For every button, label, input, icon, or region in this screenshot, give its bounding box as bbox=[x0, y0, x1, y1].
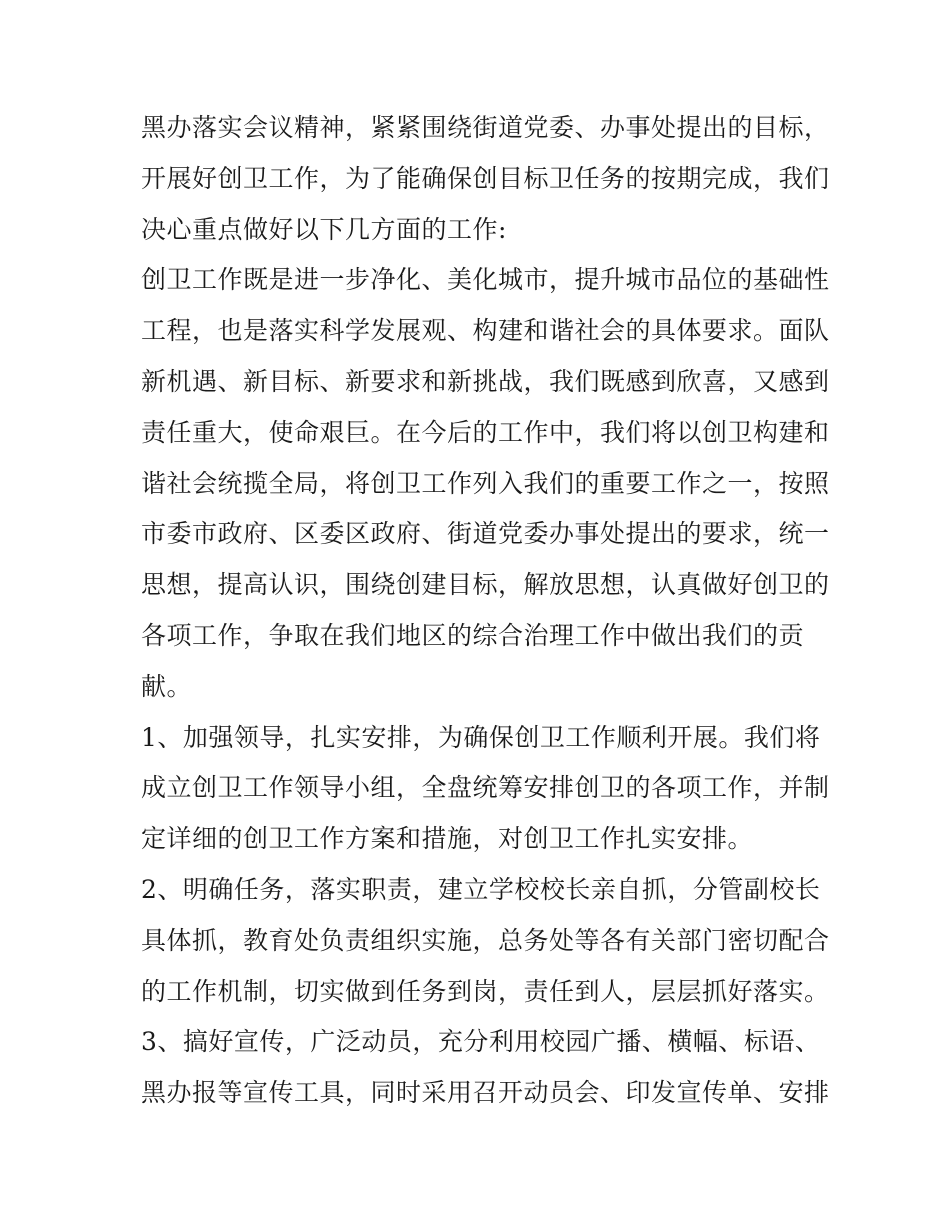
text-line: 市委市政府、区委区政府、街道党委办事处提出的要求，统一 bbox=[141, 519, 830, 549]
text-line: 2、明确任务，落实职责，建立学校校长亲自抓，分管副校长 bbox=[141, 874, 821, 904]
text-line: 成立创卫工作领导小组，全盘统筹安排创卫的各项工作，并制 bbox=[141, 773, 830, 803]
text-line: 工程，也是落实科学发展观、构建和谐社会的具体要求。面队 bbox=[141, 316, 830, 346]
text-line: 谐社会统揽全局，将创卫工作列入我们的重要工作之一，按照 bbox=[141, 468, 830, 498]
text-line: 决心重点做好以下几方面的工作: bbox=[141, 214, 507, 244]
text-line: 1、加强领导，扎实安排，为确保创卫工作顺利开展。我们将 bbox=[141, 722, 821, 752]
text-line: 开展好创卫工作，为了能确保创目标卫任务的按期完成，我们 bbox=[141, 163, 830, 193]
text-line: 各项工作，争取在我们地区的综合治理工作中做出我们的贡 bbox=[141, 620, 805, 650]
text-line: 创卫工作既是进一步净化、美化城市，提升城市品位的基础性 bbox=[141, 265, 830, 295]
body-text bbox=[141, 103, 830, 1119]
text-line: 献。 bbox=[141, 671, 193, 701]
text-line: 定详细的创卫工作方案和措施，对创卫工作扎实安排。 bbox=[141, 824, 754, 854]
text-line: 黑办落实会议精神，紧紧围绕街道党委、办事处提出的目标， bbox=[141, 113, 830, 142]
text-line: 新机遇、新目标、新要求和新挑战，我们既感到欣喜，又感到 bbox=[141, 366, 830, 396]
text-line: 思想，提高认识，围绕创建目标，解放思想，认真做好创卫的 bbox=[141, 570, 830, 600]
text-line: 3、搞好宣传，广泛动员，充分利用校园广播、横幅、标语、 bbox=[141, 1027, 821, 1057]
text-line: 黑办报等宣传工具，同时采用召开动员会、印发宣传单、安排 bbox=[141, 1078, 830, 1108]
text-line: 具体抓，教育处负责组织实施，总务处等各有关部门密切配合 bbox=[141, 925, 830, 955]
text-line: 责任重大，使命艰巨。在今后的工作中，我们将以创卫构建和 bbox=[141, 417, 830, 447]
text-line: 的工作机制，切实做到任务到岗，责任到人，层层抓好落实。 bbox=[141, 976, 830, 1006]
